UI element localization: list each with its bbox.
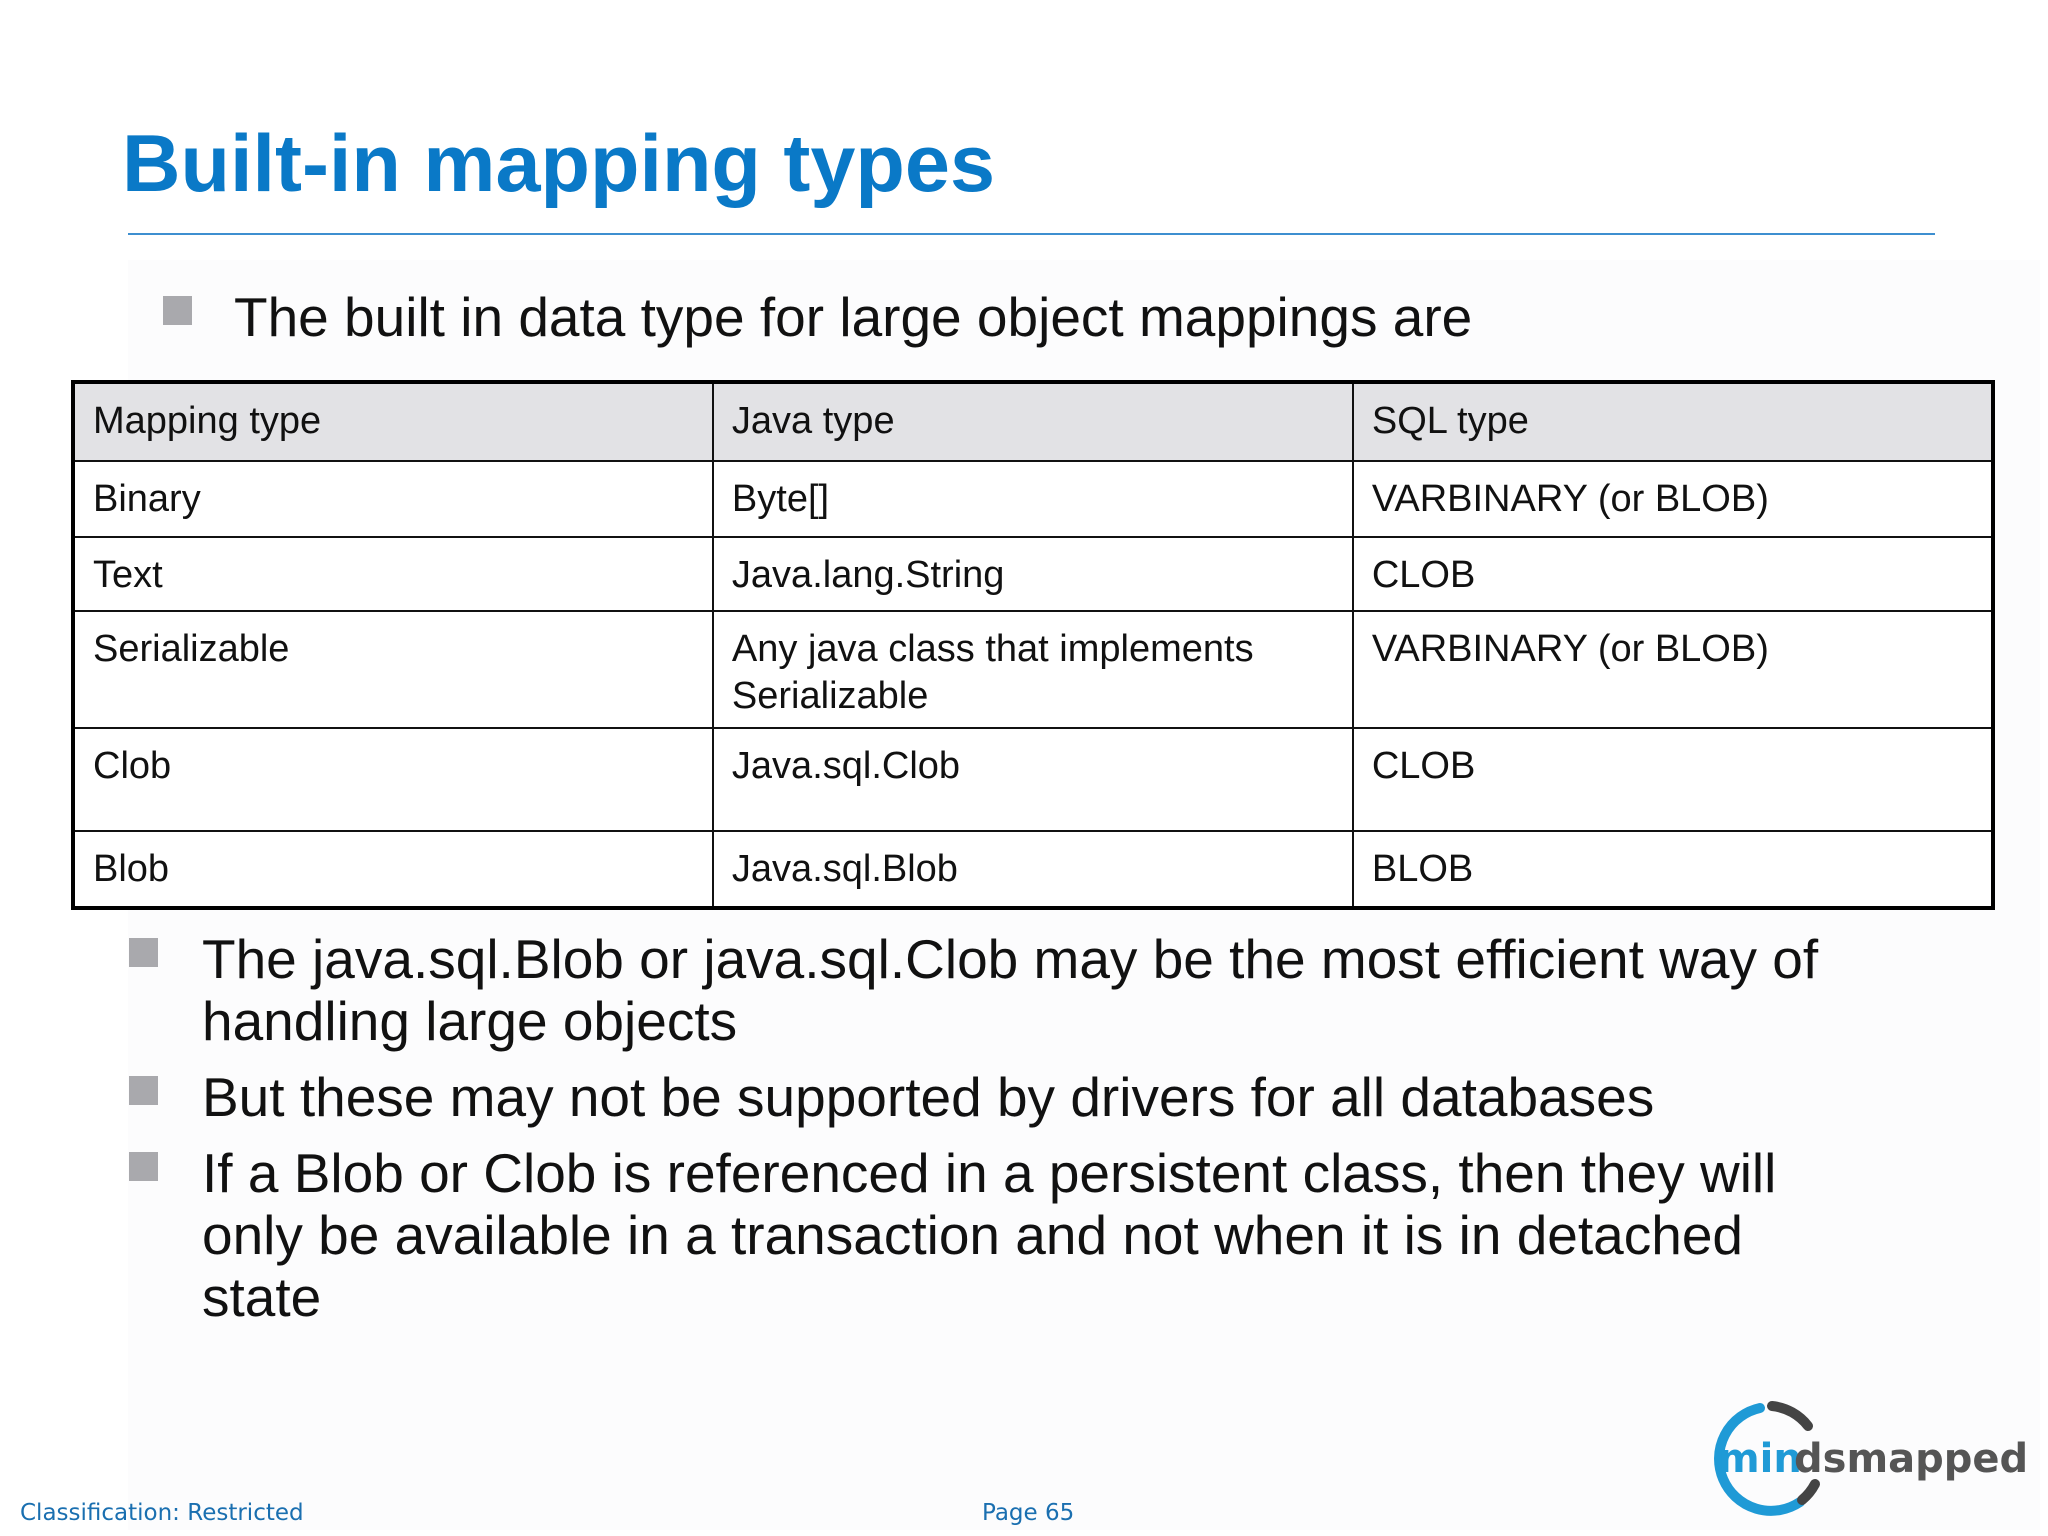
title-divider <box>128 233 1935 235</box>
bullet-square-icon <box>163 296 192 325</box>
table-cell: CLOB <box>1353 728 1993 831</box>
bullet-square-icon <box>129 938 158 967</box>
bullet-line: But these may not be supported by drivers for all databases <box>202 1066 1655 1128</box>
table-cell: VARBINARY (or BLOB) <box>1353 461 1993 537</box>
intro-bullet <box>163 286 1472 348</box>
svg-text:dsmapped: dsmapped <box>1794 1436 2029 1482</box>
table-cell: Text <box>73 537 713 611</box>
table-cell: CLOB <box>1353 537 1993 611</box>
bullet-square-icon <box>129 1076 158 1105</box>
bullet-item <box>129 928 1929 1052</box>
table-row <box>73 831 1993 908</box>
table-cell: Clob <box>73 728 713 831</box>
table-row <box>73 728 1993 831</box>
table-cell-line: Serializable <box>731 675 929 717</box>
table-cell: Binary <box>73 461 713 537</box>
table-cell: Java.lang.String <box>713 537 1353 611</box>
svg-text:min: min <box>1718 1436 1802 1482</box>
intro-bullet-text: The built in data type for large object mappings are <box>234 286 1473 348</box>
table-cell: Serializable <box>73 611 713 728</box>
table-cell: Java.sql.Blob <box>713 831 1353 908</box>
bullet-text <box>202 1066 1654 1128</box>
header-cell: SQL type <box>1353 382 1993 461</box>
bullet-text <box>202 1142 1776 1328</box>
table-row <box>73 537 1993 611</box>
table-cell: BLOB <box>1353 831 1993 908</box>
table-cell: Byte[] <box>713 461 1353 537</box>
bullet-item <box>129 1142 1929 1328</box>
table-cell: Java.sql.Clob <box>713 728 1353 831</box>
footer-page-number: Page 65 <box>982 1500 1075 1526</box>
header-cell: Mapping type <box>73 382 713 461</box>
table-row <box>73 461 1993 537</box>
bullet-line: handling large objects <box>202 990 738 1052</box>
table-row <box>73 611 1993 728</box>
bullet-line: only be available in a transaction and not when it is in detached <box>202 1204 1744 1266</box>
table-header-row <box>73 382 1993 461</box>
table-cell-line: Any java class that implements <box>731 628 1254 670</box>
mindsmapped-logo <box>1690 1396 2030 1516</box>
bullet-line: If a Blob or Clob is referenced in a persistent class, then they will <box>202 1142 1777 1204</box>
bullet-line: The java.sql.Blob or java.sql.Clob may be the most efficient way of <box>202 928 1819 990</box>
bullet-text <box>202 928 1818 1052</box>
bullet-line: state <box>202 1266 322 1328</box>
table-cell: Blob <box>73 831 713 908</box>
header-cell: Java type <box>713 382 1353 461</box>
bullet-square-icon <box>129 1152 158 1181</box>
bullet-item <box>129 1066 1929 1128</box>
table-cell: VARBINARY (or BLOB) <box>1353 611 1993 728</box>
footer-classification: Classification: Restricted <box>20 1500 304 1526</box>
page-title: Built-in mapping types <box>122 119 996 209</box>
table-cell <box>713 611 1353 728</box>
mapping-types-table <box>71 380 1995 910</box>
